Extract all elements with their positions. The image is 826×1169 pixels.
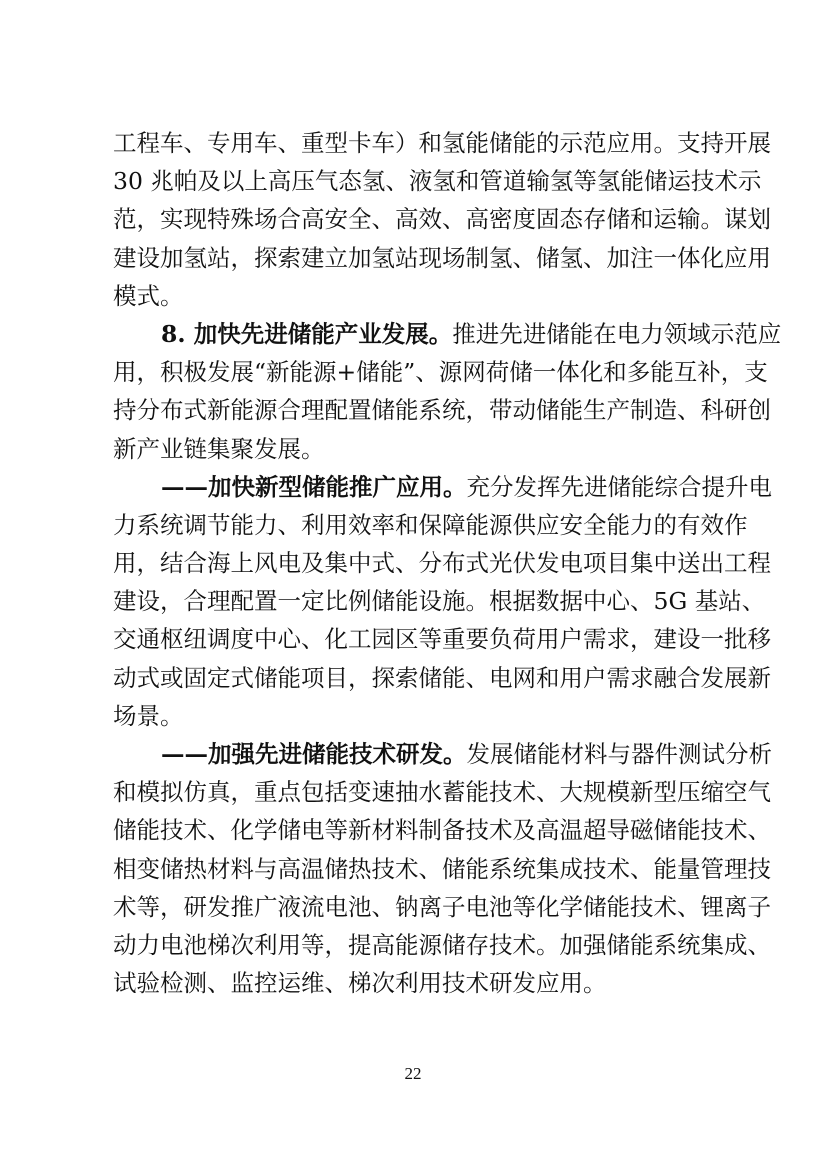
text-line: 储能技术、化学储电等新材料制备技术及高温超导磁储能技术、	[113, 816, 771, 845]
section-heading: ——加快新型储能推广应用。	[161, 472, 467, 501]
text-line: 范，实现特殊场合高安全、高效、高密度固态存储和运输。谋划	[113, 205, 771, 234]
text-line: 30 兆帕及以上高压气态氢、液氢和管道输氢等氢能储运技术示	[113, 167, 762, 196]
text-line	[113, 468, 772, 506]
text-line: 术等，研发推广液流电池、钠离子电池等化学储能技术、锂离子	[113, 892, 771, 921]
text-line: 场景。	[113, 701, 184, 730]
paragraph-hydrogen-continuation	[113, 124, 771, 315]
text-line: 相变储热材料与高温储热技术、储能系统集成技术、能量管理技	[113, 854, 771, 883]
text-line: 动力电池梯次利用等，提高能源储存技术。加强储能系统集成、	[113, 930, 771, 959]
text-line: 工程车、专用车、重型卡车）和氢能储能的示范应用。支持开展	[113, 129, 771, 157]
text-run: 推进先进储能在电力领域示范应	[452, 319, 782, 348]
text-line: 建设加氢站，探索建立加氢站现场制氢、储氢、加注一体化应用	[113, 243, 771, 272]
text-line: 动式或固定式储能项目，探索储能、电网和用户需求融合发展新	[113, 663, 771, 692]
page-number: 22	[404, 1064, 422, 1083]
text-line: 持分布式新能源合理配置储能系统，带动储能生产制造、科研创	[113, 396, 771, 425]
text-line: 试验检测、监控运维、梯次利用技术研发应用。	[113, 969, 607, 998]
text-line: 力系统调节能力、利用效率和保障能源供应安全能力的有效作	[113, 510, 748, 539]
text-line: 用，结合海上风电及集中式、分布式光伏发电项目集中送出工程	[113, 549, 771, 578]
text-line: 建设，合理配置一定比例储能设施。根据数据中心、5G 基站、	[113, 587, 766, 616]
text-line: 交通枢纽调度中心、化工园区等重要负荷用户需求，建设一批移	[113, 625, 771, 654]
section-heading: ——加强先进储能技术研发。	[161, 740, 467, 768]
text-line	[113, 735, 772, 773]
text-run: 发展储能材料与器件测试分析	[466, 740, 772, 768]
text-line	[113, 315, 782, 353]
paragraph-storage-application	[113, 468, 772, 735]
paragraph-storage-rnd	[113, 735, 772, 1002]
text-line: 用，积极发展“新能源+储能”、源网荷储一体化和多能互补，支	[113, 358, 768, 387]
paragraph-storage-industry	[113, 315, 782, 468]
text-line: 新产业链集聚发展。	[113, 434, 325, 463]
section-heading: 8. 加快先进储能产业发展。	[161, 319, 453, 348]
text-run: 充分发挥先进储能综合提升电	[466, 472, 772, 501]
document-body	[113, 124, 782, 1002]
text-line: 模式。	[113, 281, 184, 310]
text-line: 和模拟仿真，重点包括变速抽水蓄能技术、大规模新型压缩空气	[113, 778, 771, 807]
